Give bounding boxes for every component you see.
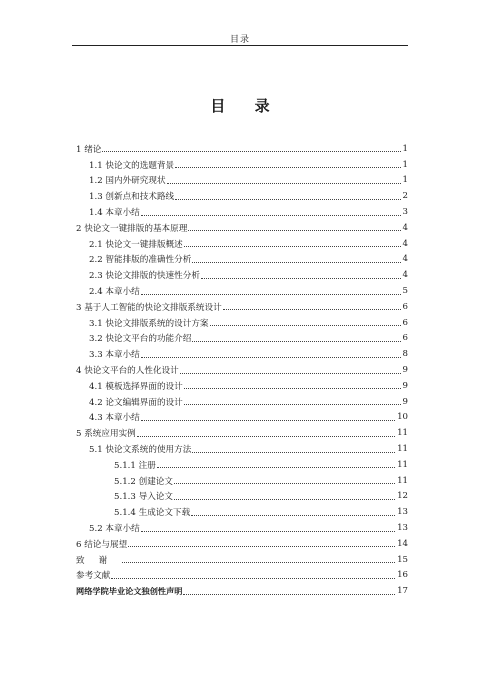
toc-entry[interactable] <box>72 141 408 157</box>
toc-entry-label: 4.3 本章小结 <box>89 413 140 424</box>
toc-entry-label: 参考文献 <box>76 571 111 582</box>
toc-entry[interactable] <box>72 204 408 220</box>
toc-dot-leader <box>184 404 401 405</box>
toc-dot-leader <box>102 151 400 152</box>
table-of-contents <box>72 141 408 599</box>
toc-entry-label: 3.3 本章小结 <box>89 350 140 361</box>
toc-entry-label: 4.1 模板选择界面的设计 <box>89 381 183 392</box>
toc-dot-leader <box>175 199 400 200</box>
toc-entry[interactable] <box>72 520 408 536</box>
toc-entry[interactable] <box>72 188 408 204</box>
toc-entry-page: 6 <box>402 333 408 344</box>
toc-entry-label: 5 系统应用实例 <box>76 429 136 440</box>
toc-entry-label: 网络学院毕业论文独创性声明 <box>76 585 183 596</box>
toc-entry-page: 1 <box>402 143 408 154</box>
toc-entry-page: 9 <box>402 365 408 376</box>
toc-entry-page: 10 <box>397 412 408 423</box>
toc-dot-leader <box>174 499 395 500</box>
toc-entry-page: 5 <box>402 286 408 297</box>
toc-entry-page: 6 <box>402 301 408 312</box>
toc-entry[interactable] <box>72 283 408 299</box>
toc-entry-label: 3.1 快论文排版系统的设计方案 <box>89 318 209 329</box>
toc-entry-label: 1.4 本章小结 <box>89 208 140 219</box>
toc-entry-page: 6 <box>402 317 408 328</box>
toc-entry-page: 1 <box>402 175 408 186</box>
toc-entry-page: 14 <box>397 538 408 549</box>
toc-entry-label: 3.2 快论文平台的功能介绍 <box>89 334 192 345</box>
toc-entry-page: 13 <box>397 523 408 534</box>
toc-entry[interactable] <box>72 457 408 473</box>
toc-entry[interactable] <box>72 410 408 426</box>
toc-dot-leader <box>201 278 401 279</box>
toc-entry[interactable] <box>72 362 408 378</box>
toc-entry-label: 致谢 <box>76 555 122 566</box>
toc-entry[interactable] <box>72 536 408 552</box>
toc-entry-label: 3 基于人工智能的快论文排版系统设计 <box>76 302 222 313</box>
toc-dot-leader <box>183 594 395 595</box>
toc-dot-leader <box>137 436 395 437</box>
toc-entry[interactable] <box>72 583 408 599</box>
toc-dot-leader <box>157 467 395 468</box>
toc-dot-leader <box>191 515 395 516</box>
toc-entry[interactable] <box>72 489 408 505</box>
toc-entry[interactable] <box>72 173 408 189</box>
toc-entry-label: 1.3 创新点和技术路线 <box>89 192 175 203</box>
toc-entry-page: 11 <box>397 475 408 486</box>
toc-dot-leader <box>141 215 401 216</box>
toc-dot-leader <box>180 373 401 374</box>
toc-entry-page: 11 <box>397 428 408 439</box>
toc-dot-leader <box>188 230 400 231</box>
toc-entry[interactable] <box>72 157 408 173</box>
toc-entry[interactable] <box>72 299 408 315</box>
toc-entry-page: 12 <box>397 491 408 502</box>
toc-dot-leader <box>141 531 395 532</box>
toc-entry-page: 9 <box>402 396 408 407</box>
toc-entry-label: 6 结论与展望 <box>76 539 128 550</box>
toc-entry-label: 5.1.4 生成论文下载 <box>114 508 191 519</box>
toc-entry-page: 8 <box>402 349 408 360</box>
toc-entry-page: 2 <box>402 191 408 202</box>
toc-entry-label: 2.4 本章小结 <box>89 287 140 298</box>
toc-entry-label: 5.1.2 创建论文 <box>114 476 173 487</box>
toc-entry-label: 5.1 快论文系统的使用方法 <box>89 445 192 456</box>
toc-entry-page: 11 <box>397 459 408 470</box>
toc-entry[interactable] <box>72 346 408 362</box>
toc-entry-label: 4 快论文平台的人性化设计 <box>76 366 179 377</box>
header-rule <box>72 45 408 46</box>
toc-entry-label: 1.2 国内外研究现状 <box>89 176 166 187</box>
toc-entry[interactable] <box>72 378 408 394</box>
toc-dot-leader <box>210 325 401 326</box>
toc-entry-page: 17 <box>397 586 408 597</box>
toc-entry-label: 5.1.1 注册 <box>114 460 156 471</box>
toc-dot-leader <box>167 183 401 184</box>
toc-entry-label: 1 绪论 <box>76 144 102 155</box>
toc-dot-leader <box>141 357 401 358</box>
toc-entry-page: 4 <box>402 270 408 281</box>
toc-entry-label: 2.2 智能排版的准确性分析 <box>89 255 192 266</box>
toc-dot-leader <box>128 546 395 547</box>
toc-entry-page: 16 <box>397 570 408 581</box>
toc-entry[interactable] <box>72 236 408 252</box>
toc-entry[interactable] <box>72 394 408 410</box>
toc-entry[interactable] <box>72 252 408 268</box>
toc-entry[interactable] <box>72 267 408 283</box>
toc-entry-label: 5.2 本章小结 <box>89 524 140 535</box>
toc-entry-page: 11 <box>397 444 408 455</box>
toc-entry-label: 2.1 快论文一键排版概述 <box>89 239 183 250</box>
toc-entry[interactable] <box>72 568 408 584</box>
toc-dot-leader <box>184 388 401 389</box>
toc-entry-page: 9 <box>402 380 408 391</box>
toc-entry[interactable] <box>72 315 408 331</box>
toc-entry-page: 13 <box>397 507 408 518</box>
toc-entry[interactable] <box>72 441 408 457</box>
toc-entry-label: 4.2 论文编辑界面的设计 <box>89 397 183 408</box>
toc-entry[interactable] <box>72 220 408 236</box>
toc-entry[interactable] <box>72 504 408 520</box>
toc-entry-page: 15 <box>397 554 408 565</box>
page-title: 目 录 <box>210 97 282 115</box>
toc-dot-leader <box>223 309 401 310</box>
toc-entry[interactable] <box>72 552 408 568</box>
toc-entry-label: 2.3 快论文排版的快速性分析 <box>89 271 200 282</box>
toc-dot-leader <box>192 341 400 342</box>
toc-dot-leader <box>174 483 395 484</box>
toc-entry[interactable] <box>72 331 408 347</box>
toc-dot-leader <box>141 294 401 295</box>
toc-entry[interactable] <box>72 473 408 489</box>
toc-entry-label: 5.1.3 导入论文 <box>114 492 173 503</box>
toc-entry-label: 1.1 快论文的选题背景 <box>89 160 175 171</box>
toc-entry-page: 3 <box>402 207 408 218</box>
toc-dot-leader <box>122 562 395 563</box>
toc-dot-leader <box>184 246 401 247</box>
toc-entry-page: 4 <box>402 238 408 249</box>
toc-entry-label: 2 快论文一键排版的基本原理 <box>76 223 188 234</box>
toc-entry-page: 1 <box>402 159 408 170</box>
toc-dot-leader <box>192 452 395 453</box>
toc-dot-leader <box>192 262 400 263</box>
toc-entry-page: 4 <box>402 254 408 265</box>
toc-dot-leader <box>175 167 400 168</box>
toc-entry[interactable] <box>72 425 408 441</box>
toc-dot-leader <box>111 578 395 579</box>
toc-dot-leader <box>141 420 395 421</box>
toc-entry-page: 4 <box>402 222 408 233</box>
running-header: 目录 <box>229 35 250 45</box>
